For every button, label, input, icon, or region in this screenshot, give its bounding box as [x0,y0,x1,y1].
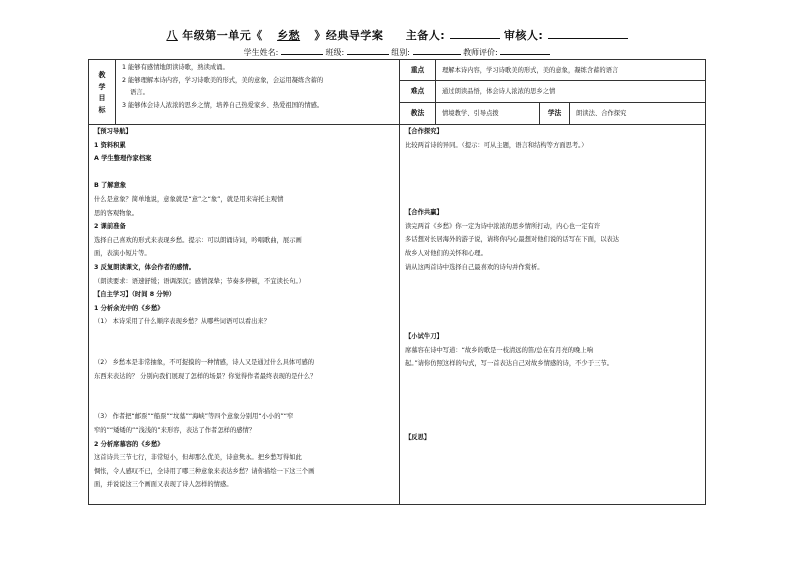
question-line: （1） 本诗采用了什么顺序表现乡愁？从哪些词语可以看出来？ [94,318,271,326]
try-heading: 【小试牛刀】 [405,333,443,341]
objectives-cell [116,59,400,125]
text-line: 面，并说说这三个画面又表现了诗人怎样的情感。 [94,481,233,489]
title-unit: 年级第一单元《 [182,29,263,42]
text-line: 什么是意象？简单地说，意象就是“意”之“象”，就是用来寄托主观情 [94,195,284,203]
student-info-row [0,45,794,58]
preview-heading: 【预习导航】 [94,128,132,135]
learn-method-label: 学法 [540,103,570,125]
section-heading: A 学生整理作家档案 [94,155,152,163]
text-line: （朗读要求：语速舒缓；语调深沉；感情深挚；节奏多停顿，不宜读长句。） [94,277,305,285]
objective-item: 语言。 [130,89,149,96]
try-line: 起。”请你仿照这样的句式，写一首表达自己对故乡情感的诗，不少于三节。 [405,360,613,368]
left-content [89,125,399,492]
coop-answer-space[interactable] [405,152,700,206]
question-line: （3） 作者把“邮票”“船票”“坟墓”“海峡”等四个意象分别用“小小的”“窄 [94,413,294,421]
objective-item: 3 能够体会诗人浓浓的思乡之情，培养自己热爱家乡、热爱祖国的情感。 [122,101,324,109]
question-line: 窄的”“矮矮的”“浅浅的”来形容，表达了作者怎样的感情？ [94,427,256,435]
class-field[interactable] [347,45,389,55]
share-line: 多话想对长居海外的游子说，请将你内心最想对他们说的话写在下面，以表达 [405,236,620,244]
objective-item: 2 能够理解本诗内容，学习诗歌美的形式，美的意象，会运用凝练含蓄的 [122,76,324,84]
reviewer-field[interactable] [548,29,628,39]
preparer-field[interactable] [450,29,500,39]
text-line: 这首诗共三节七行，非常短小，但却那么优美，诗意隽永。把乡愁写得如此 [94,454,302,462]
reflect-answer-space[interactable] [405,445,700,485]
try-line: 席慕容在诗中写道：“故乡的歌是一枝清远的笛/总在有月亮的晚上响 [405,346,593,354]
share-heading: 【合作共赢】 [405,209,443,217]
question-line: （2） 乡愁本是非常抽象，不可捉摸的一种情感，诗人又是通过什么具体可感的 [94,359,315,367]
page-title [0,27,794,43]
focus-text: 理解本诗内容，学习诗歌美的形式，美的意象，凝练含蓄的语言 [436,59,706,81]
title-grade: 八 [166,29,178,42]
section-heading: 3 反复朗读课文，体会作者的感情。 [94,263,196,271]
learn-method-text: 朗读法、合作探究 [570,103,706,125]
reviewer-label: 审核人: [503,29,544,42]
section-heading: B 了解意象 [94,182,127,190]
share-line: 故乡人对他们的关怀和心理。 [405,249,487,257]
section-heading: 1 分析余光中的《乡愁》 [94,304,164,312]
answer-space[interactable] [94,397,394,411]
text-line: 面，表演小短片等。 [94,250,151,258]
section-heading: 2 课前准备 [94,223,126,231]
section-heading: 2 分析席慕容的《乡愁》 [94,440,164,448]
text-line: 思的客观物象。 [94,209,139,217]
group-field[interactable] [413,45,461,55]
right-main-cell [400,125,706,505]
question-line: 东西来表达的？ 分别向我们展现了怎样的场景？你觉得作者最终表现的是什么？ [94,372,317,380]
objectives-label: 教 学 目 标 [98,71,106,114]
teacher-eval-label: 教师评价: [463,48,498,57]
left-main-cell [88,125,400,505]
teach-method-label: 教法 [400,103,436,125]
coop-heading: 【合作探究】 [405,128,443,135]
teacher-eval-field[interactable] [500,45,550,55]
title-poem: 乡愁 [277,29,301,42]
answer-space[interactable] [94,383,394,397]
student-name-label: 学生姓名: [243,48,279,57]
answer-space[interactable] [94,343,394,357]
self-study-heading: 【自主学习】（时间 8 分钟） [94,291,176,299]
difficulty-text: 通过朗读品悟，体会诗人浓浓的思乡之情 [436,81,706,103]
reflect-heading: 【反思】 [405,433,431,441]
class-label: 班级: [325,48,345,57]
objectives-list [116,60,399,114]
try-answer-space[interactable] [405,371,700,431]
student-name-field[interactable] [281,45,323,55]
text-line: 选择自己喜欢的形式来表现乡愁。提示：可以朗诵诗词，吟唱歌曲，展示画 [94,236,302,244]
objective-item: 1 能够有感情地朗读诗歌，熟读成诵。 [122,64,229,71]
objectives-label-cell [88,59,116,125]
title-suffix: 》经典导学案 [314,29,384,42]
share-line: 请从这两首诗中选择自己最喜欢的诗句并作赏析。 [405,263,544,271]
teach-method-text: 情境教学、引导点拨 [436,103,540,125]
blank-line [94,166,394,180]
difficulty-label: 难点 [400,81,436,103]
right-content [400,125,705,485]
focus-label: 重点 [400,59,436,81]
group-label: 组别: [391,48,410,57]
share-line: 读完两首《乡愁》你一定为诗中浓浓的思乡情所打动，内心也一定有许 [405,222,601,230]
share-answer-space[interactable] [405,274,700,330]
section-heading: 1 资料积累 [94,141,126,149]
text-line: 惆怅，令人感叹不已，全诗用了哪三种意象来表达乡愁？请你描绘一下这三个画 [94,467,315,475]
answer-space[interactable] [94,329,394,343]
preparer-label: 主备人: [405,29,446,42]
coop-text: 比较两首诗的异同。（提示：可从主题，语言和结构等方面思考。） [405,141,588,149]
